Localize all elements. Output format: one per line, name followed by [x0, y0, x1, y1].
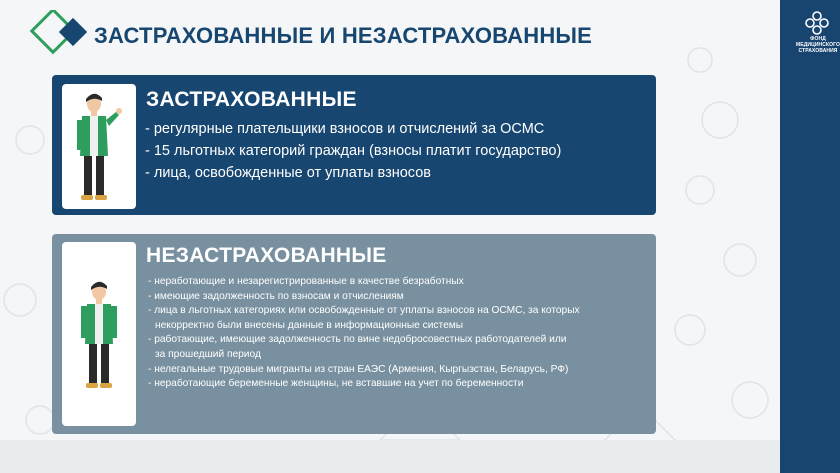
- list-item-text: - лица в льготных категориях или освобожденные от уплаты взносов на ОСМС, за которых: [148, 305, 580, 317]
- list-item-continuation: некорректно были внесены данные в информационные системы: [155, 319, 464, 331]
- list-item: [148, 333, 648, 362]
- uninsured-heading: НЕЗАСТРАХОВАННЫЕ: [146, 244, 387, 267]
- list-item-text: - имеющие задолженность по взносам и отчислениям: [148, 290, 404, 302]
- list-item: [148, 363, 648, 378]
- list-item: [148, 275, 648, 290]
- bottom-band: [0, 440, 780, 473]
- list-item: - регулярные плательщики взносов и отчислений за ОСМС: [145, 121, 545, 137]
- list-item: [148, 290, 648, 305]
- insured-list: [145, 118, 561, 184]
- logo-line: ФОНД: [810, 36, 826, 42]
- uninsured-list: [148, 275, 648, 392]
- list-item-text: - неработающие и незарегистрированные в качестве безработных: [148, 276, 464, 287]
- brand-sidebar: [780, 0, 840, 473]
- logo-line: МЕДИЦИНСКОГО: [796, 42, 840, 48]
- flower-logo-icon: [804, 10, 830, 36]
- list-item: [148, 304, 648, 333]
- diamond-title-icon: [25, 10, 95, 66]
- insured-heading: ЗАСТРАХОВАННЫЕ: [146, 88, 357, 111]
- list-item: - лица, освобожденные от уплаты взносов: [145, 165, 431, 181]
- list-item: [148, 377, 648, 392]
- list-item-text: - нелегальные трудовые мигранты из стран ЕАЭС (Армения, Кыргызстан, Беларусь, РФ): [148, 363, 569, 375]
- page-title: ЗАСТРАХОВАННЫЕ И НЕЗАСТРАХОВАННЫЕ: [94, 23, 593, 48]
- avatar-card: [62, 242, 136, 426]
- person-standing-icon: [62, 242, 136, 426]
- list-item-text: - работающие, имеющие задолженность по вине недобросовестных работодателей или: [148, 334, 567, 346]
- list-item-text: - неработающие беременные женщины, не вставшие на учет по беременности: [148, 378, 524, 390]
- list-item-continuation: за прошедший период: [155, 348, 261, 360]
- avatar-card: [62, 84, 136, 209]
- logo-caption: [786, 36, 840, 54]
- logo-line: СТРАХОВАНИЯ: [798, 48, 838, 54]
- list-item: - 15 льготных категорий граждан (взносы платит государство): [145, 143, 562, 159]
- person-pointing-icon: [62, 84, 136, 209]
